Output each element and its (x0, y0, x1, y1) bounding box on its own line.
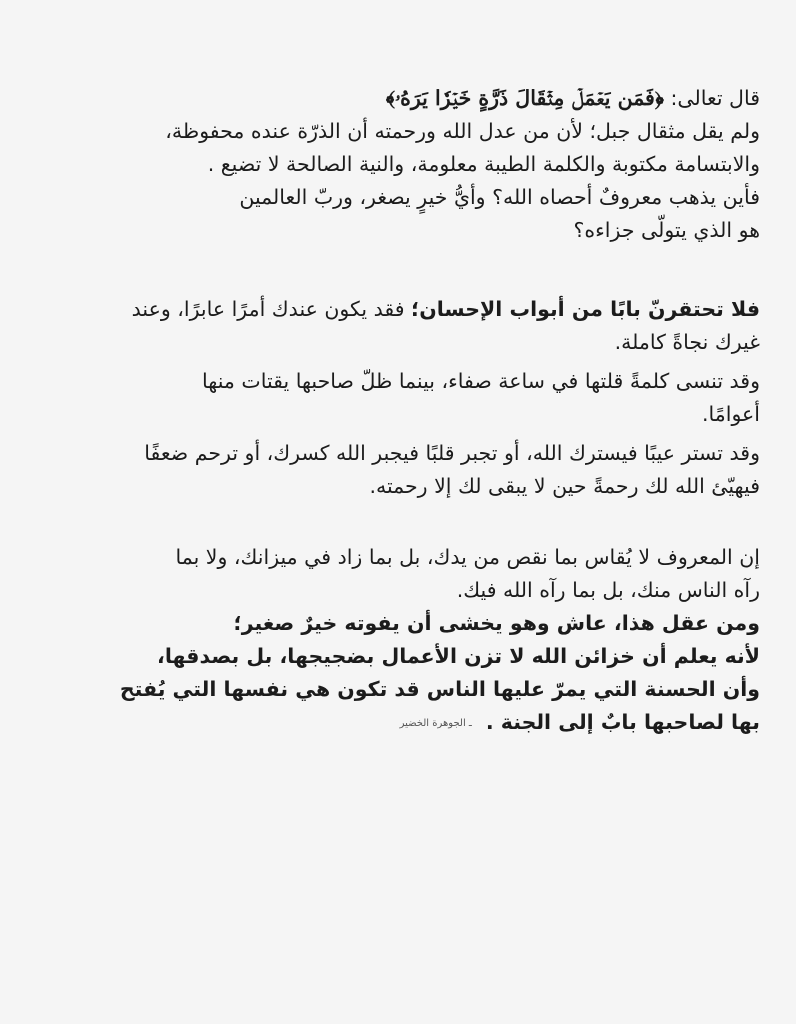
author-signature: ـ الجوهرة الخضير (399, 717, 472, 729)
text-line: غيرك نجاةً كاملة. (614, 330, 760, 354)
quran-verse: ﴿فَمَن يَعۡمَلۡ مِثۡقَالَ ذَرَّةٍ خَيۡرٗا يَرَهُۥ﴾ (385, 86, 664, 110)
text-line: رآه الناس منك، بل بما رآه الله فيك. (456, 578, 760, 602)
emphasis-text: فلا تحتقرنّ بابًا من أبواب الإحسان؛ (411, 297, 760, 321)
text-line: لأنه يعلم أن خزائن الله لا تزن الأعمال بضجيجها، بل بصدقها، (157, 644, 760, 668)
regular-text: فقد يكون عندك أمرًا عابرًا، وعند (131, 297, 412, 321)
paragraph-spacer (36, 247, 760, 293)
text-line: والابتسامة مكتوبة والكلمة الطيبة معلومة، والنية الصالحة لا تضيع . (207, 152, 760, 176)
text-line (36, 293, 760, 326)
text-line: فيهيّئ الله لك رحمةً حين لا يبقى لك إلا رحمته. (369, 474, 760, 498)
verse-line (36, 82, 760, 115)
text-line: ومن عقل هذا، عاش وهو يخشى أن يفوته خيرٌ صغير؛ (233, 611, 760, 635)
text-line: هو الذي يتولّى جزاءه؟ (573, 218, 760, 242)
text-line: فأين يذهب معروفٌ أحصاه الله؟ وأيُّ خيرٍ يصغر، وربّ العالمين (239, 185, 760, 209)
text-line: وقد تستر عيبًا فيسترك الله، أو تجبر قلبًا فيجبر الله كسرك، أو ترحم ضعفًا (144, 441, 760, 465)
closing-text: بها لصاحبها بابٌ إلى الجنة . (485, 710, 760, 734)
text-line: إن المعروف لا يُقاس بما نقص من يدك، بل بما زاد في ميزانك، ولا بما (175, 545, 760, 569)
text-line: وقد تنسى كلمةً قلتها في ساعة صفاء، بينما ظلّ صاحبها يقتات منها (202, 369, 760, 393)
paragraph-spacer (36, 503, 760, 541)
text-line: أعوامًا. (702, 402, 760, 426)
closing-line (36, 706, 760, 740)
verse-intro: قال تعالى: (663, 86, 760, 110)
text-line: وأن الحسنة التي يمرّ عليها الناس قد تكون هي نفسها التي يُفتح (119, 677, 760, 701)
text-line: ولم يقل مثقال جبل؛ لأن من عدل الله ورحمته أن الذرّة عنده محفوظة، (165, 119, 760, 143)
article-body (36, 82, 760, 740)
